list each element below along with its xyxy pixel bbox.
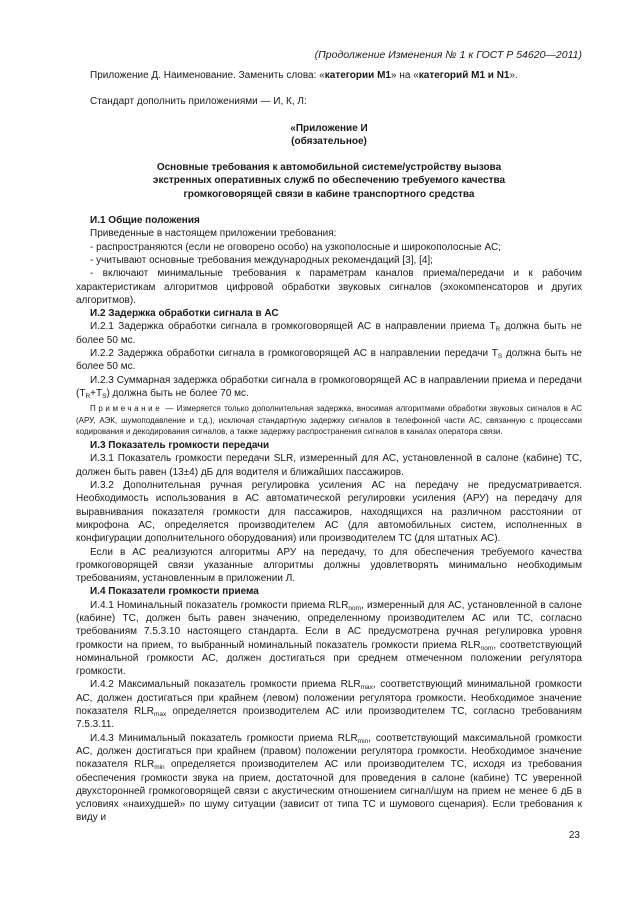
section-heading: И.2 Задержка обработки сигнала в АС [90, 308, 279, 320]
list-item: - включают минимальные требования к параметрам каналов приема/передачи и к рабочим характеристикам алгоритмов цифровой обработки звуковых сигналов (эхокомпенсаторов и других алгоритмов). [76, 268, 582, 306]
paragraph: И.4.1 Номинальный показатель громкости приема $RLR_{nom}$, измеренный для АС, установленной в салоне (кабине) ТС, должен быть равен значению, определенному производителем АС или ТС, согласно требованиям 7.5.3.10 настоящего стандарта. Если в АС предусмотрена ручная регулировка уровня громкости на прием, то выбранный номинальный показатель громкости приема $RLR_{nom}$, соответствующий номинальной громкости АС, должен достигаться при среднем отмеченном положении регулятора громкости. [76, 599, 583, 678]
paragraph: И.2.3 Суммарная задержка обработки сигнала в громкоговорящей АС в направлении приема и передачи $(T_R+T_S)$ должна быть не более 70 мс. [76, 374, 582, 400]
paragraph: Если в АС реализуются алгоритмы АРУ на передачу, то для обеспечения требуемого качества громкоговорящей связи указанные алгоритмы должны удовлетворять минимально необходимым требованиям, установленным в приложении Л. [76, 546, 582, 585]
section-heading: И.1 Общие положения [90, 215, 200, 227]
main-title-line: экстренных оперативных служб по обеспечению требуемого качества [152, 175, 506, 187]
note-label: Примечание [90, 404, 163, 414]
appendix-title: «Приложение И [290, 122, 368, 134]
list-item: - распространяются (если не оговорено особо) на узкополосные и широкополосные АС; [90, 241, 501, 253]
section-heading: И.4 Показатели громкости приема [90, 586, 259, 598]
running-header: (Продолжение Изменения № 1 к ГОСТ Р 54620—2011) [314, 49, 582, 61]
paragraph: И.3.2 Дополнительная ручная регулировка усиления АС на передачу не предусматривается. Необходимость использования в АС автоматической регулировки усиления (АРУ) на передачу для выравнивания показателя громкости для пассажиров, находящихся на различном расстоянии от микрофона АС, определяется производителем АС (для автомобильных систем, исполненных в конфигурации дополнительного оборудования) или производителем ТС (для штатных АС). [76, 480, 582, 545]
list-item: - учитывают основные требования международных рекомендаций [3], [4]; [90, 254, 433, 266]
paragraph: И.4.2 Максимальный показатель громкости приема $RLR_{max}$, соответствующий минимальной громкости АС, должен достигаться при крайнем (левом) положении регулятора громкости. Необходимое значение показателя $RLR_{max}$ определяется производителем АС или производителем ТС, согласно требованиям 7.5.3.11. [76, 679, 582, 731]
paragraph: И.4.3 Минимальный показатель громкости приема $RLR_{min}$, соответствующий максимальной громкости АС, должен достигаться при крайнем (правом) положении регулятора громкости. Необходимое значение показателя $RLR_{min}$ определяется производителем АС или производителем ТС, исходя из требования обеспечения громкости звука на прием, достаточной для проведения в салоне (кабине) ТС уверенной двухсторонней громкоговорящей связи с акустическим отношением сигнал/шум на прием не менее 6 дБ в условиях «наихудшей» по шуму ситуации (зависит от типа ТС и шумового сценария). Если требования к виду и [76, 732, 582, 824]
page-number: 23 [568, 830, 580, 841]
main-title-line: громкоговорящей связи в кабине транспортного средства [183, 188, 475, 200]
page-content [76, 69, 582, 825]
paragraph: И.2.1 Задержка обработки сигнала в громкоговорящей АС в направлении приема $T_R$ должна быть не более 50 мс. [76, 321, 582, 346]
appendix-status: (обязательное) [291, 135, 367, 147]
section-heading: И.3 Показатель громкости передачи [90, 440, 270, 452]
note: Примечание — Измеряется только дополнительная задержка, вносимая алгоритмами обработки звуковых сигналов в АС (АРУ, АЭК, шумоподавление и т.д.), исключая стандартную задержку сигналов в телефонной части АС, связанную с процессами кодирования и декодирования сигналов, а также задержку распространения сигналов в каналах оператора связи. [76, 404, 582, 436]
main-title [76, 161, 582, 201]
paragraph: И.3.1 Показатель громкости передачи SLR, измеренный для АС, установленной в салоне (кабине) ТС, должен быть равен (13±4) дБ для водителя и ближайших пассажиров. [76, 453, 582, 478]
paragraph: И.2.2 Задержка обработки сигнала в громкоговорящей АС в направлении передачи $T_S$ должна быть не более 50 мс. [76, 348, 582, 373]
main-title-line: Основные требования к автомобильной системе/устройству вызова [156, 162, 502, 174]
appendix-d-change: Приложение Д. Наименование. Заменить слова: «категории М1» на «категорий М1 и N1». [90, 70, 518, 81]
add-appendices-text: Стандарт дополнить приложениями — И, К, Л: [90, 96, 307, 108]
section-intro: Приведенные в настоящем приложении требования: [90, 228, 337, 240]
